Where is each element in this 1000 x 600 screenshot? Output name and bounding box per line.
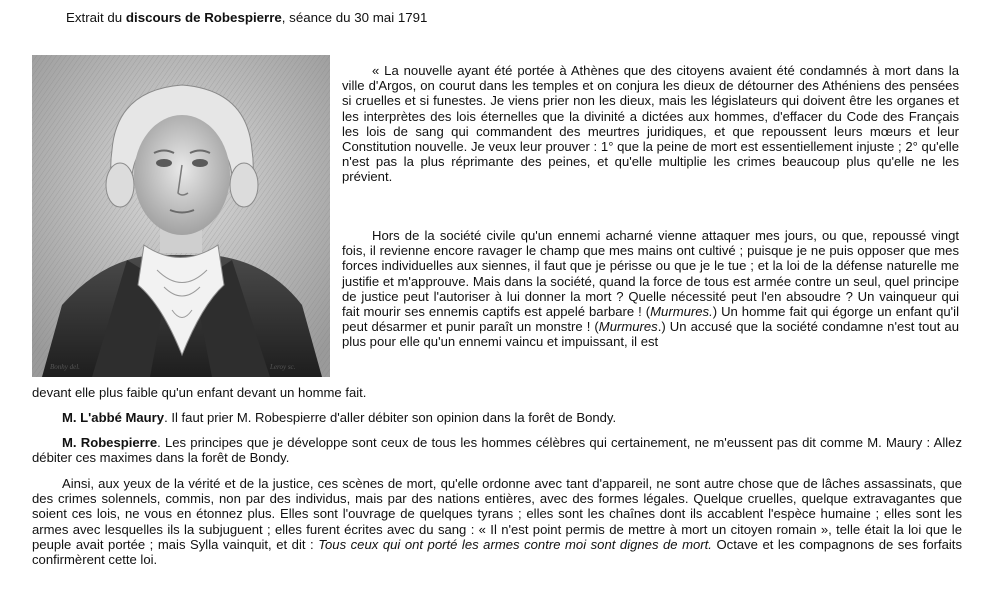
murmures-1: Murmures. (650, 304, 713, 320)
portrait-image (32, 55, 330, 377)
header-prefix: Extrait du (66, 10, 126, 25)
p2-part-b: ) Un homme fait qui égorge un enfant qu'il peut désarmer et punir paraît un monstre ! ( (342, 304, 959, 335)
maury-speaker: M. L'abbé Maury (62, 410, 165, 425)
robespierre-reply (32, 435, 962, 465)
final-paragraph (32, 476, 962, 567)
speech-paragraph-1 (342, 63, 959, 185)
document-header (66, 10, 427, 25)
murmures-2: Murmures (598, 319, 658, 335)
final-text-b: Octave et les compagnons de ses forfaits confirmèrent cette loi. (32, 536, 962, 568)
final-text-a: Ainsi, aux yeux de la vérité et de la justice, ces scènes de mort, qu'elle ordonne avec tant d'appareil, ne sont autre chose que de lâches assassinats, que des crimes solennels, commis, non par des individus, mais par des nations entières, avec des formes légales. Quelque cruelles, quelque extravagantes que soient ces lois, ne vous en étonnez plus. Elles sont l'ouvrage de quelques tyrans ; elles sont les chaînes dont ils accablent l'espèce humaine ; elles sont les armes avec lesquelles ils la subjuguent ; elles furent écrites avec du sang : « Il n'est point permis de mettre à mort un citoyen romain », telle était la loi que le peuple avait portée ; mais Sylla vainquit, et dit : (32, 476, 962, 552)
speech-paragraph-2 (342, 228, 959, 350)
svg-text:Leroy sc.: Leroy sc. (270, 363, 296, 371)
maury-interjection (32, 410, 962, 425)
p2-part-c: .) Un accusé que la société condamne n'est tout au plus pour elle qu'un ennemi vaincu et impuissant, il est (342, 319, 959, 350)
robespierre-text: . Les principes que je développe sont ceux de tous les hommes célèbres qui certainement, ne m'eussent pas dit comme M. Maury : Allez débiter ces maximes dans la forêt de Bondy. (32, 435, 963, 466)
sylla-quote: Tous ceux qui ont porté les armes contre moi sont dignes de mort. (318, 536, 712, 552)
speech-paragraph-1-text: « La nouvelle ayant été portée à Athènes que des citoyens avaient été condamnés à mort dans la ville d'Argos, on courut dans les temples et on conjura les dieux de détourner des Athéniens des pensées si cruelles et si funestes. Je viens prier non les dieux, mais les législateurs qui doivent être les organes et les interprètes des lois éternelles que la divinité a dictées aux hommes, d'effacer du Code des Français les lois de sang qui commandent des meurtres juridiques, et que repoussent leurs mœurs et leur Constitution nouvelle. Je veux leur prouver : 1° que la peine de mort est essentiellement injuste ; 2° qu'elle n'est pas la plus réprimante des peines, et qu'elle multiplie les crimes beaucoup plus qu'elle ne les prévient. (342, 63, 959, 185)
speech-tail-line (32, 385, 962, 400)
speech-paragraph-2-text (342, 228, 959, 350)
header-bold-title: discours de Robespierre (125, 10, 282, 25)
svg-text:Bonhy del.: Bonhy del. (50, 363, 80, 371)
portrait-engraving-icon (32, 55, 330, 377)
speech-tail-text: devant elle plus faible qu'un enfant devant un homme fait. (32, 385, 367, 400)
robespierre-speaker: M. Robespierre (62, 435, 158, 450)
header-suffix: , séance du 30 mai 1791 (281, 10, 428, 25)
p2-part-a: Hors de la société civile qu'un ennemi acharné vienne attaquer mes jours, ou que, repoussé vingt fois, il revienne encore ravager le champ que mes mains ont cultivé ; puisque je ne puis opposer que mes forces individuelles aux siennes, il faut que je périsse ou que je le tue ; et la loi de la défense naturelle me justifie et m'approuve. Mais dans la société, quand la force de tous est armée contre un seul, quel principe de justice peut l'autoriser à lui donner la mort ? Quelle nécessité peut l'en absoudre ? Un vainqueur qui fait mourir ses ennemis captifs est appelé barbare ! ( (342, 228, 959, 320)
maury-text: . Il faut prier M. Robespierre d'aller débiter son opinion dans la forêt de Bondy. (164, 410, 617, 425)
